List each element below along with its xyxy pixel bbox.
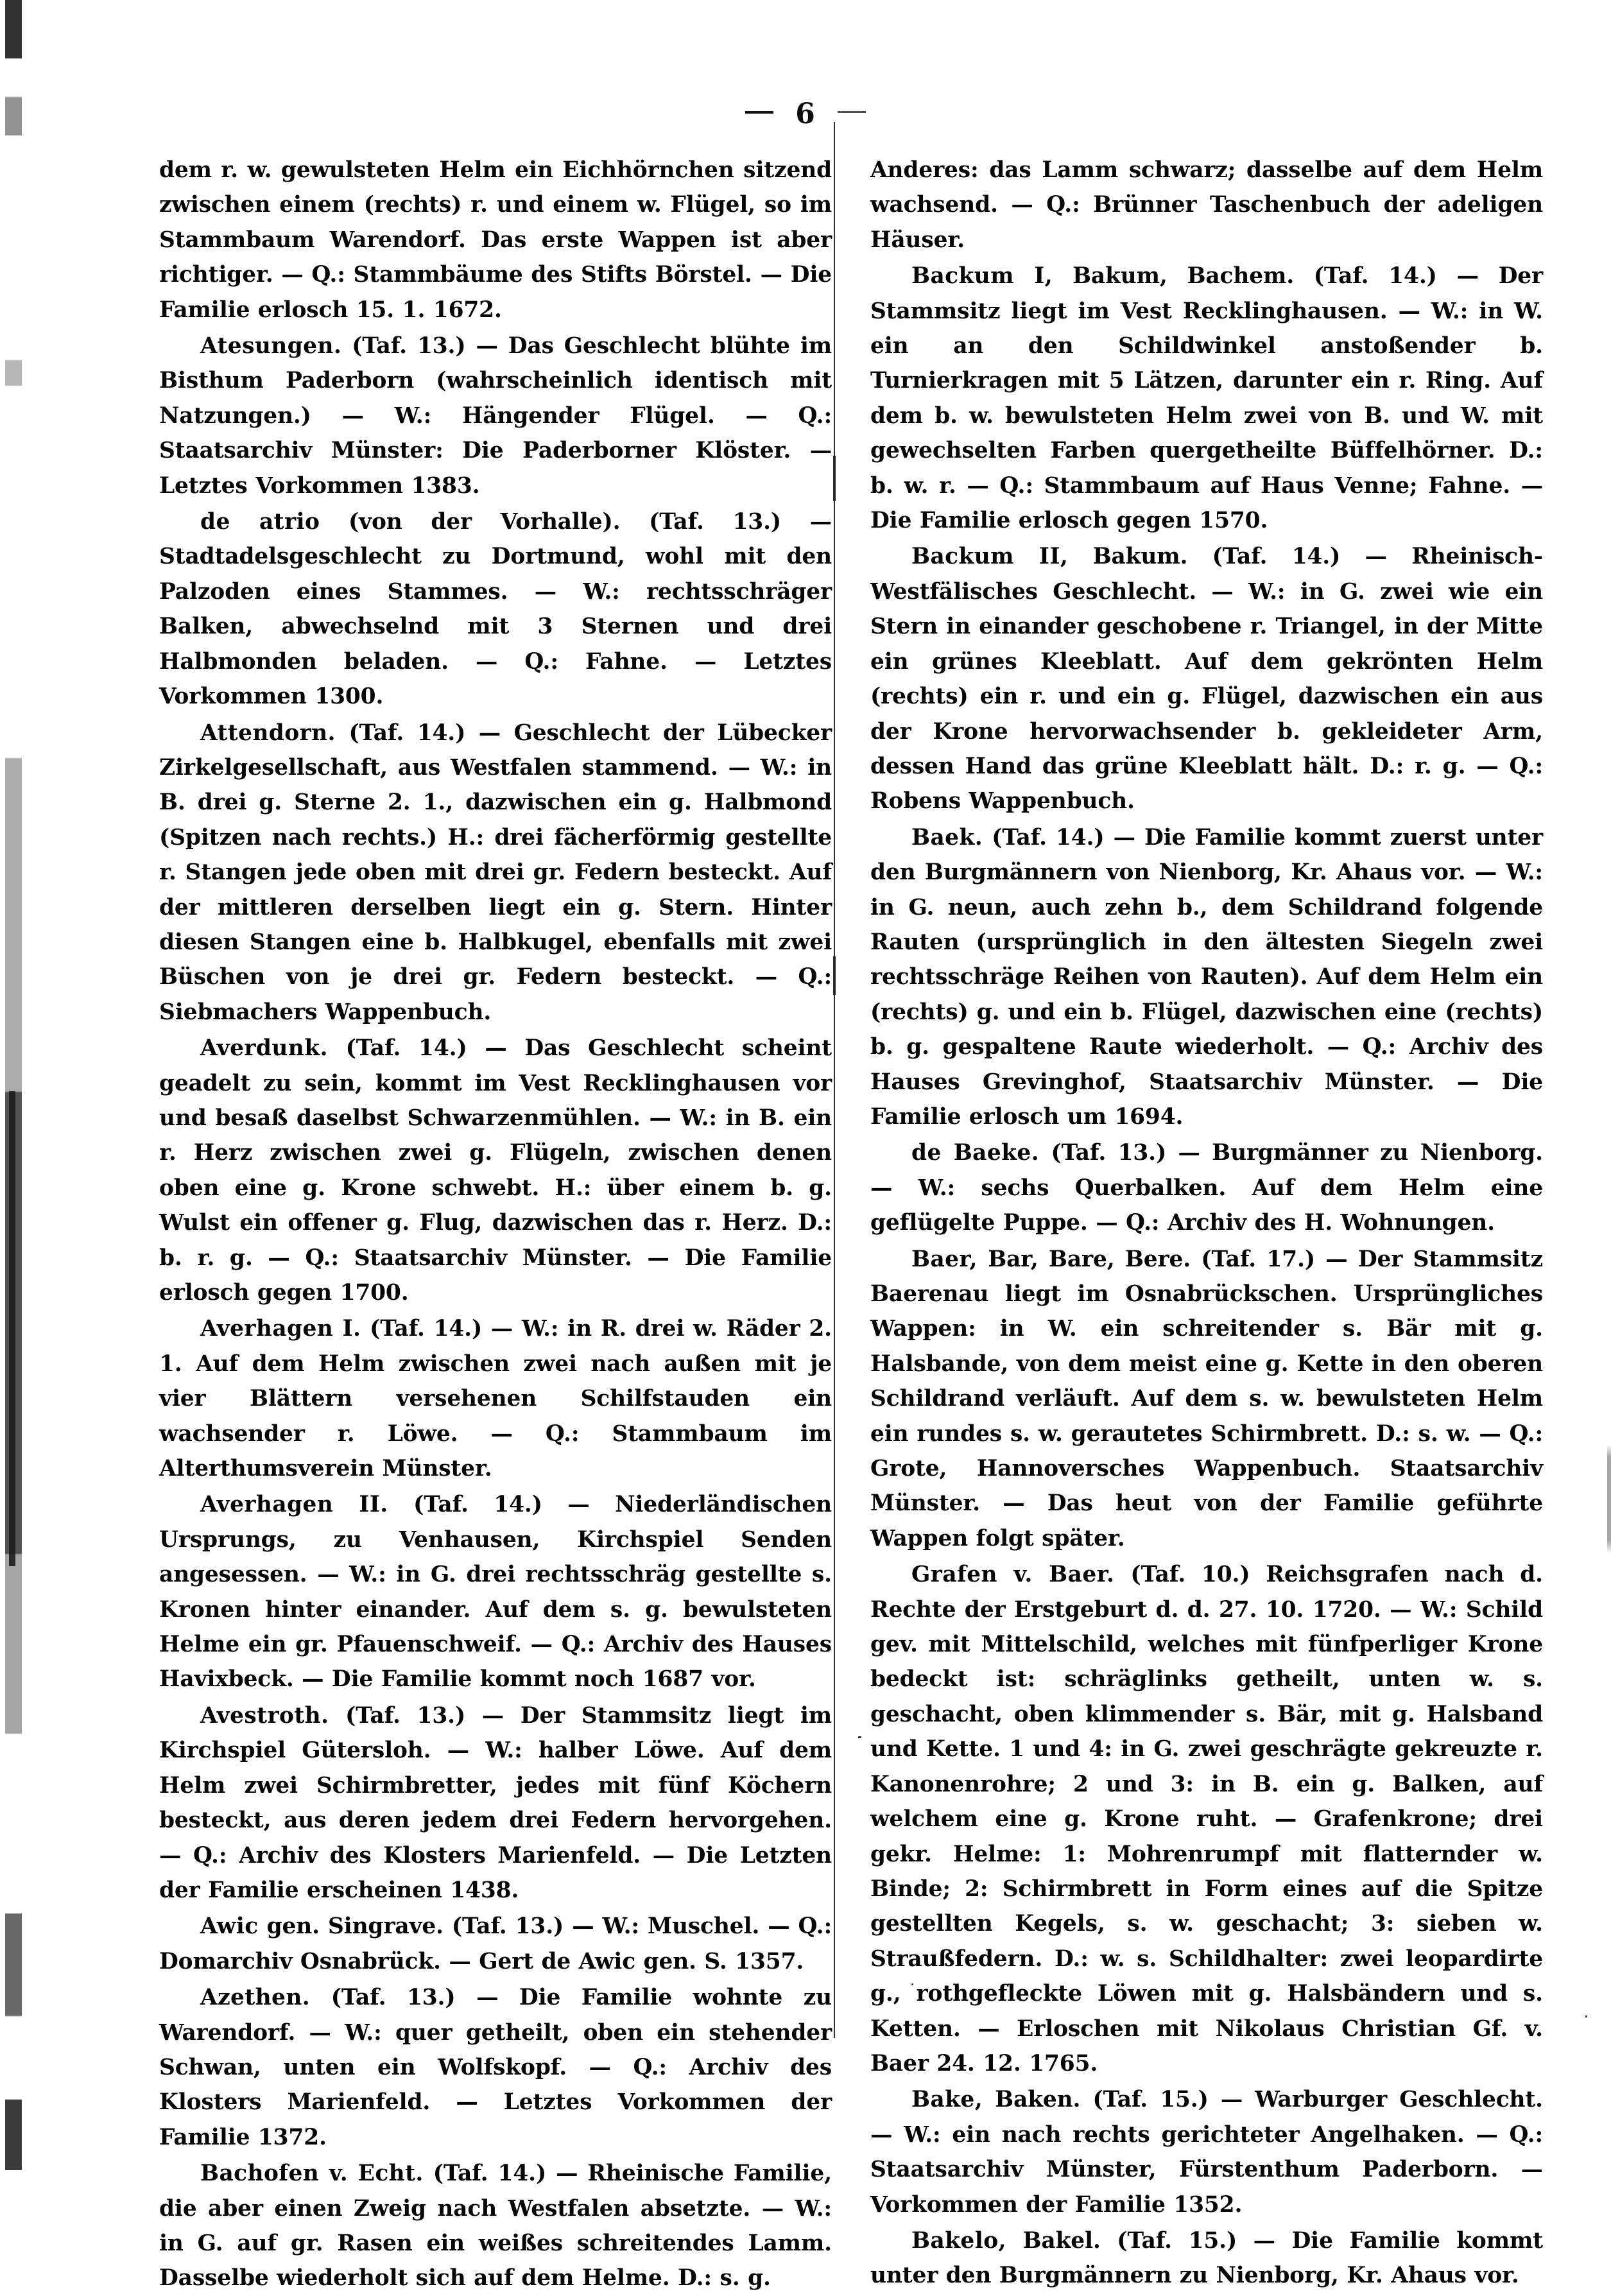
dictionary-entry: Averhagen II. (Taf. 14.) — Niederländischen Ursprungs, zu Venhausen, Kirchspiel Senden angesessen. — W.: in G. drei rechtsschräg gestellte s. Kronen hinter einander. Auf dem s. g. bewulsteten Helme ein gr. Pfauenschweif. — Q.: Archiv des Hauses Havixbeck. — Die Familie kommt noch 1687 vor. bbox=[159, 1492, 832, 1693]
page-header bbox=[0, 98, 1611, 130]
scan-right-edge-artifact bbox=[1607, 0, 1611, 2170]
dictionary-entry: Bake, Baken. (Taf. 15.) — Warburger Geschlecht. — W.: ein nach rechts gerichteter Angelhaken. — Q.: Staatsarchiv Münster, Fürstenthum Paderborn. — Vorkommen der Familie 1352. bbox=[870, 2087, 1543, 2218]
dictionary-entry: Awic gen. Singrave. (Taf. 13.) — W.: Muschel. — Q.: Domarchiv Osnabrück. — Gert de Awic gen. S. 1357. bbox=[159, 1913, 832, 1974]
dictionary-entry: Azethen. (Taf. 13.) — Die Familie wohnte zu Warendorf. — W.: quer getheilt, oben ein stehender Schwan, unten ein Wolfskopf. — Q.: Archiv des Klosters Marienfeld. — Letztes Vorkommen der Familie 1372. bbox=[159, 1985, 832, 2150]
page-number-left-rule bbox=[745, 111, 773, 114]
text-column-right bbox=[870, 153, 1543, 2293]
dictionary-entry: Atesungen. (Taf. 13.) — Das Geschlecht blühte im Bisthum Paderborn (wahrscheinlich identisch mit Natzungen.) — W.: Hängender Flügel. — Q.: Staatsarchiv Münster: Die Paderborner Klöster. — Letztes Vorkommen 1383. bbox=[159, 333, 832, 499]
dictionary-entry: Baer, Bar, Bare, Bere. (Taf. 17.) — Der Stammsitz Baerenau liegt im Osnabrückschen. Ursprüngliches Wappen: in W. ein schreitender s. Bär mit g. Halsbande, von dem meist eine g. Kette in den oberen Schildrand verläuft. Auf dem s. w. bewulsteten Helm ein rundes s. w. gerautetes Schirmbrett. D.: s. w. — Q.: Grote, Hannoversches Wappenbuch. Staatsarchiv Münster. — Das heut von der Familie geführte Wappen folgt später. bbox=[870, 1246, 1544, 1551]
dictionary-entry: dem r. w. gewulsteten Helm ein Eichhörnchen sitzend zwischen einem (rechts) r. und einem w. Flügel, so im Stammbaum Warendorf. Das erste Wappen ist aber richtiger. — Q.: Stammbäume des Stifts Börstel. — Die Familie erlosch 15. 1. 1672. bbox=[159, 157, 832, 323]
dictionary-entry: Backum II, Bakum. (Taf. 14.) — Rheinisch-Westfälisches Geschlecht. — W.: in G. zwei wie ein Stern in einander geschobene r. Triangel, in der Mitte ein grünes Kleeblatt. Auf dem gekrönten Helm (rechts) ein r. und ein g. Flügel, dazwischen ein aus der Krone hervorwachsender b. gekleideter Arm, dessen Hand das grüne Kleeblatt hält. D.: r. g. — Q.: Robens Wappenbuch. bbox=[870, 544, 1544, 815]
dictionary-entry: Bachofen v. Echt. (Taf. 14.) — Rheinische Familie, die aber einen Zweig nach Westfalen absetzte. — W.: in G. auf gr. Rasen ein weißes schreitendes Lamm. Dasselbe wiederholt sich auf dem Helme. D.: s. g. bbox=[159, 2161, 832, 2292]
dictionary-entry: Grafen v. Baer. (Taf. 10.) Reichsgrafen nach d. Rechte der Erstgeburt d. d. 27. 10. 1720. — W.: Schild gev. mit Mittelschild, welches mit fünfperliger Krone bedeckt ist: schräglinks getheilt, unten w. s. geschacht, oben klimmender s. Bär, mit g. Halsband und Kette. 1 und 4: in G. zwei geschrägte gekreuzte r. Kanonenrohre; 2 und 3: in B. ein g. Balken, auf welchem eine g. Krone ruht. — Grafenkrone; drei gekr. Helme: 1: Mohrenrumpf mit flatternder w. Binde; 2: Schirmbrett in Form eines auf die Spitze gestellten Kegels, s. w. geschacht; 3: sieben w. Straußfedern. D.: w. s. Schildhalter: zwei leopardirte g., rothgefleckte Löwen mit g. Halsbändern und s. Ketten. — Erloschen mit Nikolaus Christian Gf. v. Baer 24. 12. 1765. bbox=[870, 1562, 1544, 2076]
dictionary-entry: de atrio (von der Vorhalle). (Taf. 13.) — Stadtadelsgeschlecht zu Dortmund, wohl mit den Palzoden eines Stammes. — W.: rechtsschräger Balken, abwechselnd mit 3 Sternen und drei Halbmonden beladen. — Q.: Fahne. — Letztes Vorkommen 1300. bbox=[159, 509, 832, 710]
page-number-right-rule bbox=[838, 111, 866, 113]
dictionary-entry: Averhagen I. (Taf. 14.) — W.: in R. drei w. Räder 2. 1. Auf dem Helm zwischen zwei nach außen mit je vier Blättern versehenen Schilfstauden ein wachsender r. Löwe. — Q.: Stammbaum im Alterthumsverein Münster. bbox=[159, 1316, 832, 1482]
column-divider-rule bbox=[834, 122, 835, 2038]
dictionary-entry: Avestroth. (Taf. 13.) — Der Stammsitz liegt im Kirchspiel Gütersloh. — W.: halber Löwe. Auf dem Helm zwei Schirmbretter, jedes mit fünf Köchern besteckt, aus deren jedem drei Federn hervorgehen. — Q.: Archiv des Klosters Marienfeld. — Die Letzten der Familie erscheinen 1438. bbox=[159, 1702, 832, 1903]
page-number: 6 bbox=[795, 98, 816, 130]
dictionary-entry: Backum I, Bakum, Bachem. (Taf. 14.) — Der Stammsitz liegt im Vest Recklinghausen. — W.: in W. ein an den Schildwinkel anstoßender b. Turnierkragen mit 5 Lätzen, darunter ein r. Ring. Auf dem b. w. bewulsteten Helm zwei von B. und W. mit gewechselten Farben quergetheilte Büffelhörner. D.: b. w. r. — Q.: Stammbaum auf Haus Venne; Fahne. — Die Familie erlosch gegen 1570. bbox=[870, 263, 1544, 534]
dictionary-entry: Averdunk. (Taf. 14.) — Das Geschlecht scheint geadelt zu sein, kommt im Vest Recklinghausen vor und besaß daselbst Schwarzenmühlen. — W.: in B. ein r. Herz zwischen zwei g. Flügeln, zwischen denen oben eine g. Krone schwebt. H.: über einem b. g. Wulst ein offener g. Flug, dazwischen das r. Herz. D.: b. r. g. — Q.: Staatsarchiv Münster. — Die Familie erlosch gegen 1700. bbox=[159, 1035, 832, 1306]
dictionary-entry: de Baeke. (Taf. 13.) — Burgmänner zu Nienborg. — W.: sechs Querbalken. Auf dem Helm eine geflügelte Puppe. — Q.: Archiv des H. Wohnungen. bbox=[870, 1140, 1543, 1236]
dictionary-entry: Bakelo, Bakel. (Taf. 15.) — Die Familie kommt unter den Burgmännern zu Nienborg, Kr. Ahaus vor. bbox=[870, 2227, 1543, 2289]
dictionary-entry: Attendorn. (Taf. 14.) — Geschlecht der Lübecker Zirkelgesellschaft, aus Westfalen stammend. — W.: in B. drei g. Sterne 2. 1., dazwischen ein g. Halbmond (Spitzen nach rechts.) H.: drei fächerförmig gestellte r. Stangen jede oben mit drei gr. Federn besteckt. Auf der mittleren derselben liegt ein g. Stern. Hinter diesen Stangen eine b. Halbkugel, ebenfalls mit zwei Büschen von je drei gr. Federn besteckt. — Q.: Siebmachers Wappenbuch. bbox=[159, 720, 832, 1025]
text-column-left bbox=[159, 153, 832, 2296]
scan-speck bbox=[1585, 2015, 1587, 2017]
dictionary-entry: Anderes: das Lamm schwarz; dasselbe auf dem Helm wachsend. — Q.: Brünner Taschenbuch der adeligen Häuser. bbox=[870, 157, 1543, 253]
page-body bbox=[159, 153, 1544, 2292]
dictionary-entry: Baek. (Taf. 14.) — Die Familie kommt zuerst unter den Burgmännern von Nienborg, Kr. Ahaus vor. — W.: in G. neun, auch zehn b., dem Schildrand folgende Rauten (ursprünglich in den ältesten Siegeln zwei rechtsschräge Reihen von Rauten). Auf dem Helm ein (rechts) g. und ein b. Flügel, dazwischen eine (rechts) b. g. gespaltene Raute wiederholt. — Q.: Archiv des Hauses Grevinghof, Staatsarchiv Münster. — Die Familie erlosch um 1694. bbox=[870, 824, 1544, 1130]
scan-gutter-artifact bbox=[5, 0, 22, 2170]
